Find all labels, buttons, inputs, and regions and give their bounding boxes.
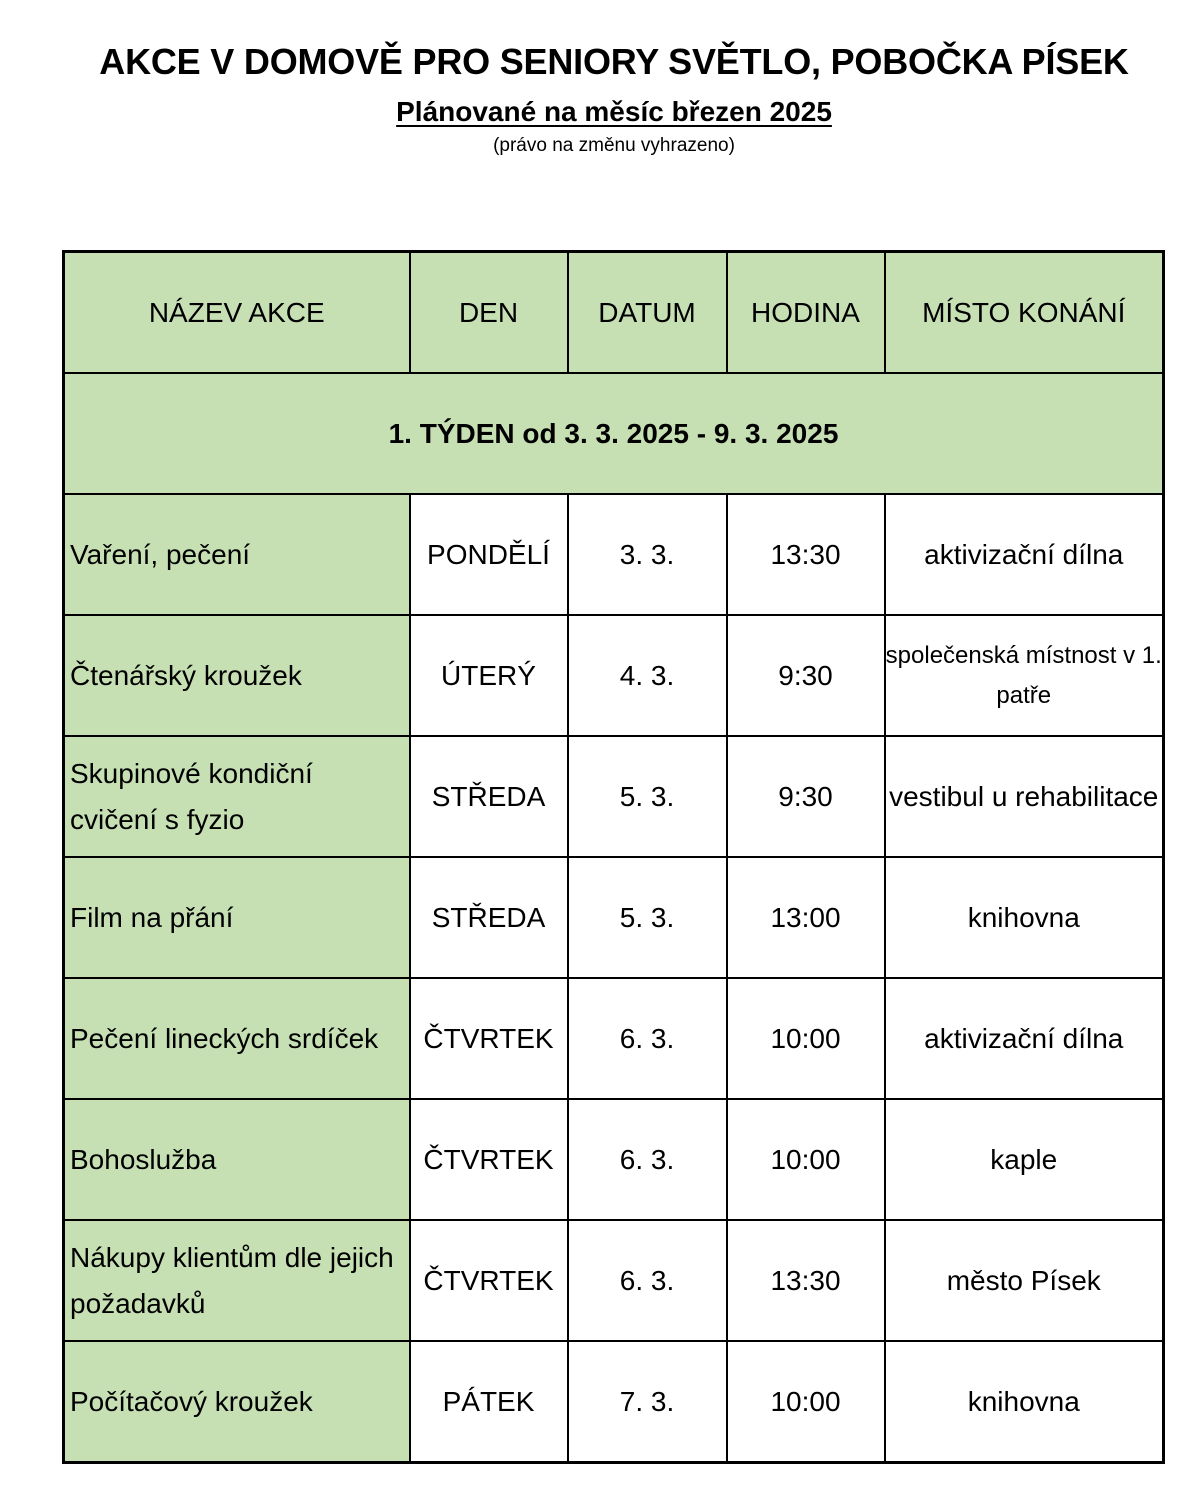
event-place: město Písek (885, 1220, 1164, 1341)
event-day: STŘEDA (410, 736, 568, 857)
event-day: STŘEDA (410, 857, 568, 978)
page-title: AKCE V DOMOVĚ PRO SENIORY SVĚTLO, POBOČKA PÍSEK (99, 41, 1129, 82)
event-place: kaple (885, 1099, 1164, 1220)
column-header-date: DATUM (568, 252, 727, 374)
event-time: 13:30 (727, 494, 885, 615)
table-row (64, 1220, 1164, 1341)
event-time: 13:00 (727, 857, 885, 978)
table-row (64, 615, 1164, 736)
document-header (0, 36, 1203, 158)
week-label: 1. TÝDEN od 3. 3. 2025 - 9. 3. 2025 (64, 373, 1164, 494)
table-row (64, 736, 1164, 857)
event-time: 13:30 (727, 1220, 885, 1341)
event-date: 7. 3. (568, 1341, 727, 1463)
week-row (64, 373, 1164, 494)
event-date: 6. 3. (568, 1220, 727, 1341)
table-row (64, 1341, 1164, 1463)
event-day: ČTVRTEK (410, 1099, 568, 1220)
column-header-time: HODINA (727, 252, 885, 374)
event-date: 4. 3. (568, 615, 727, 736)
event-name: Vaření, pečení (64, 494, 410, 615)
event-place: knihovna (885, 857, 1164, 978)
event-time: 10:00 (727, 978, 885, 1099)
event-day: ČTVRTEK (410, 978, 568, 1099)
event-day: PONDĚLÍ (410, 494, 568, 615)
column-header-place: MÍSTO KONÁNÍ (885, 252, 1164, 374)
event-place: společenská místnost v 1. patře (885, 615, 1164, 736)
event-day: ČTVRTEK (410, 1220, 568, 1341)
event-name: Film na přání (64, 857, 410, 978)
event-date: 3. 3. (568, 494, 727, 615)
change-notice: (právo na změnu vyhrazeno) (493, 135, 735, 156)
event-name: Skupinové kondiční cvičení s fyzio (64, 736, 410, 857)
page-subtitle-text: Plánované na měsíc březen 2025 (396, 96, 832, 127)
event-date: 6. 3. (568, 978, 727, 1099)
table-row (64, 494, 1164, 615)
table-row (64, 857, 1164, 978)
page-subtitle (0, 92, 1203, 132)
event-name: Počítačový kroužek (64, 1341, 410, 1463)
event-name: Pečení lineckých srdíček (64, 978, 410, 1099)
event-name: Nákupy klientům dle jejich požadavků (64, 1220, 410, 1341)
event-place: knihovna (885, 1341, 1164, 1463)
event-time: 10:00 (727, 1099, 885, 1220)
column-header-name: NÁZEV AKCE (64, 252, 410, 374)
event-name: Čtenářský kroužek (64, 615, 410, 736)
event-place: aktivizační dílna (885, 978, 1164, 1099)
event-day: ÚTERÝ (410, 615, 568, 736)
event-date: 5. 3. (568, 857, 727, 978)
event-place: vestibul u rehabilitace (885, 736, 1164, 857)
event-time: 10:00 (727, 1341, 885, 1463)
event-date: 5. 3. (568, 736, 727, 857)
event-date: 6. 3. (568, 1099, 727, 1220)
event-name: Bohoslužba (64, 1099, 410, 1220)
column-header-day: DEN (410, 252, 568, 374)
event-day: PÁTEK (410, 1341, 568, 1463)
table-row (64, 1099, 1164, 1220)
table-header-row (64, 252, 1164, 374)
event-time: 9:30 (727, 615, 885, 736)
table-row (64, 978, 1164, 1099)
event-place: aktivizační dílna (885, 494, 1164, 615)
event-time: 9:30 (727, 736, 885, 857)
events-table (62, 250, 1165, 1464)
